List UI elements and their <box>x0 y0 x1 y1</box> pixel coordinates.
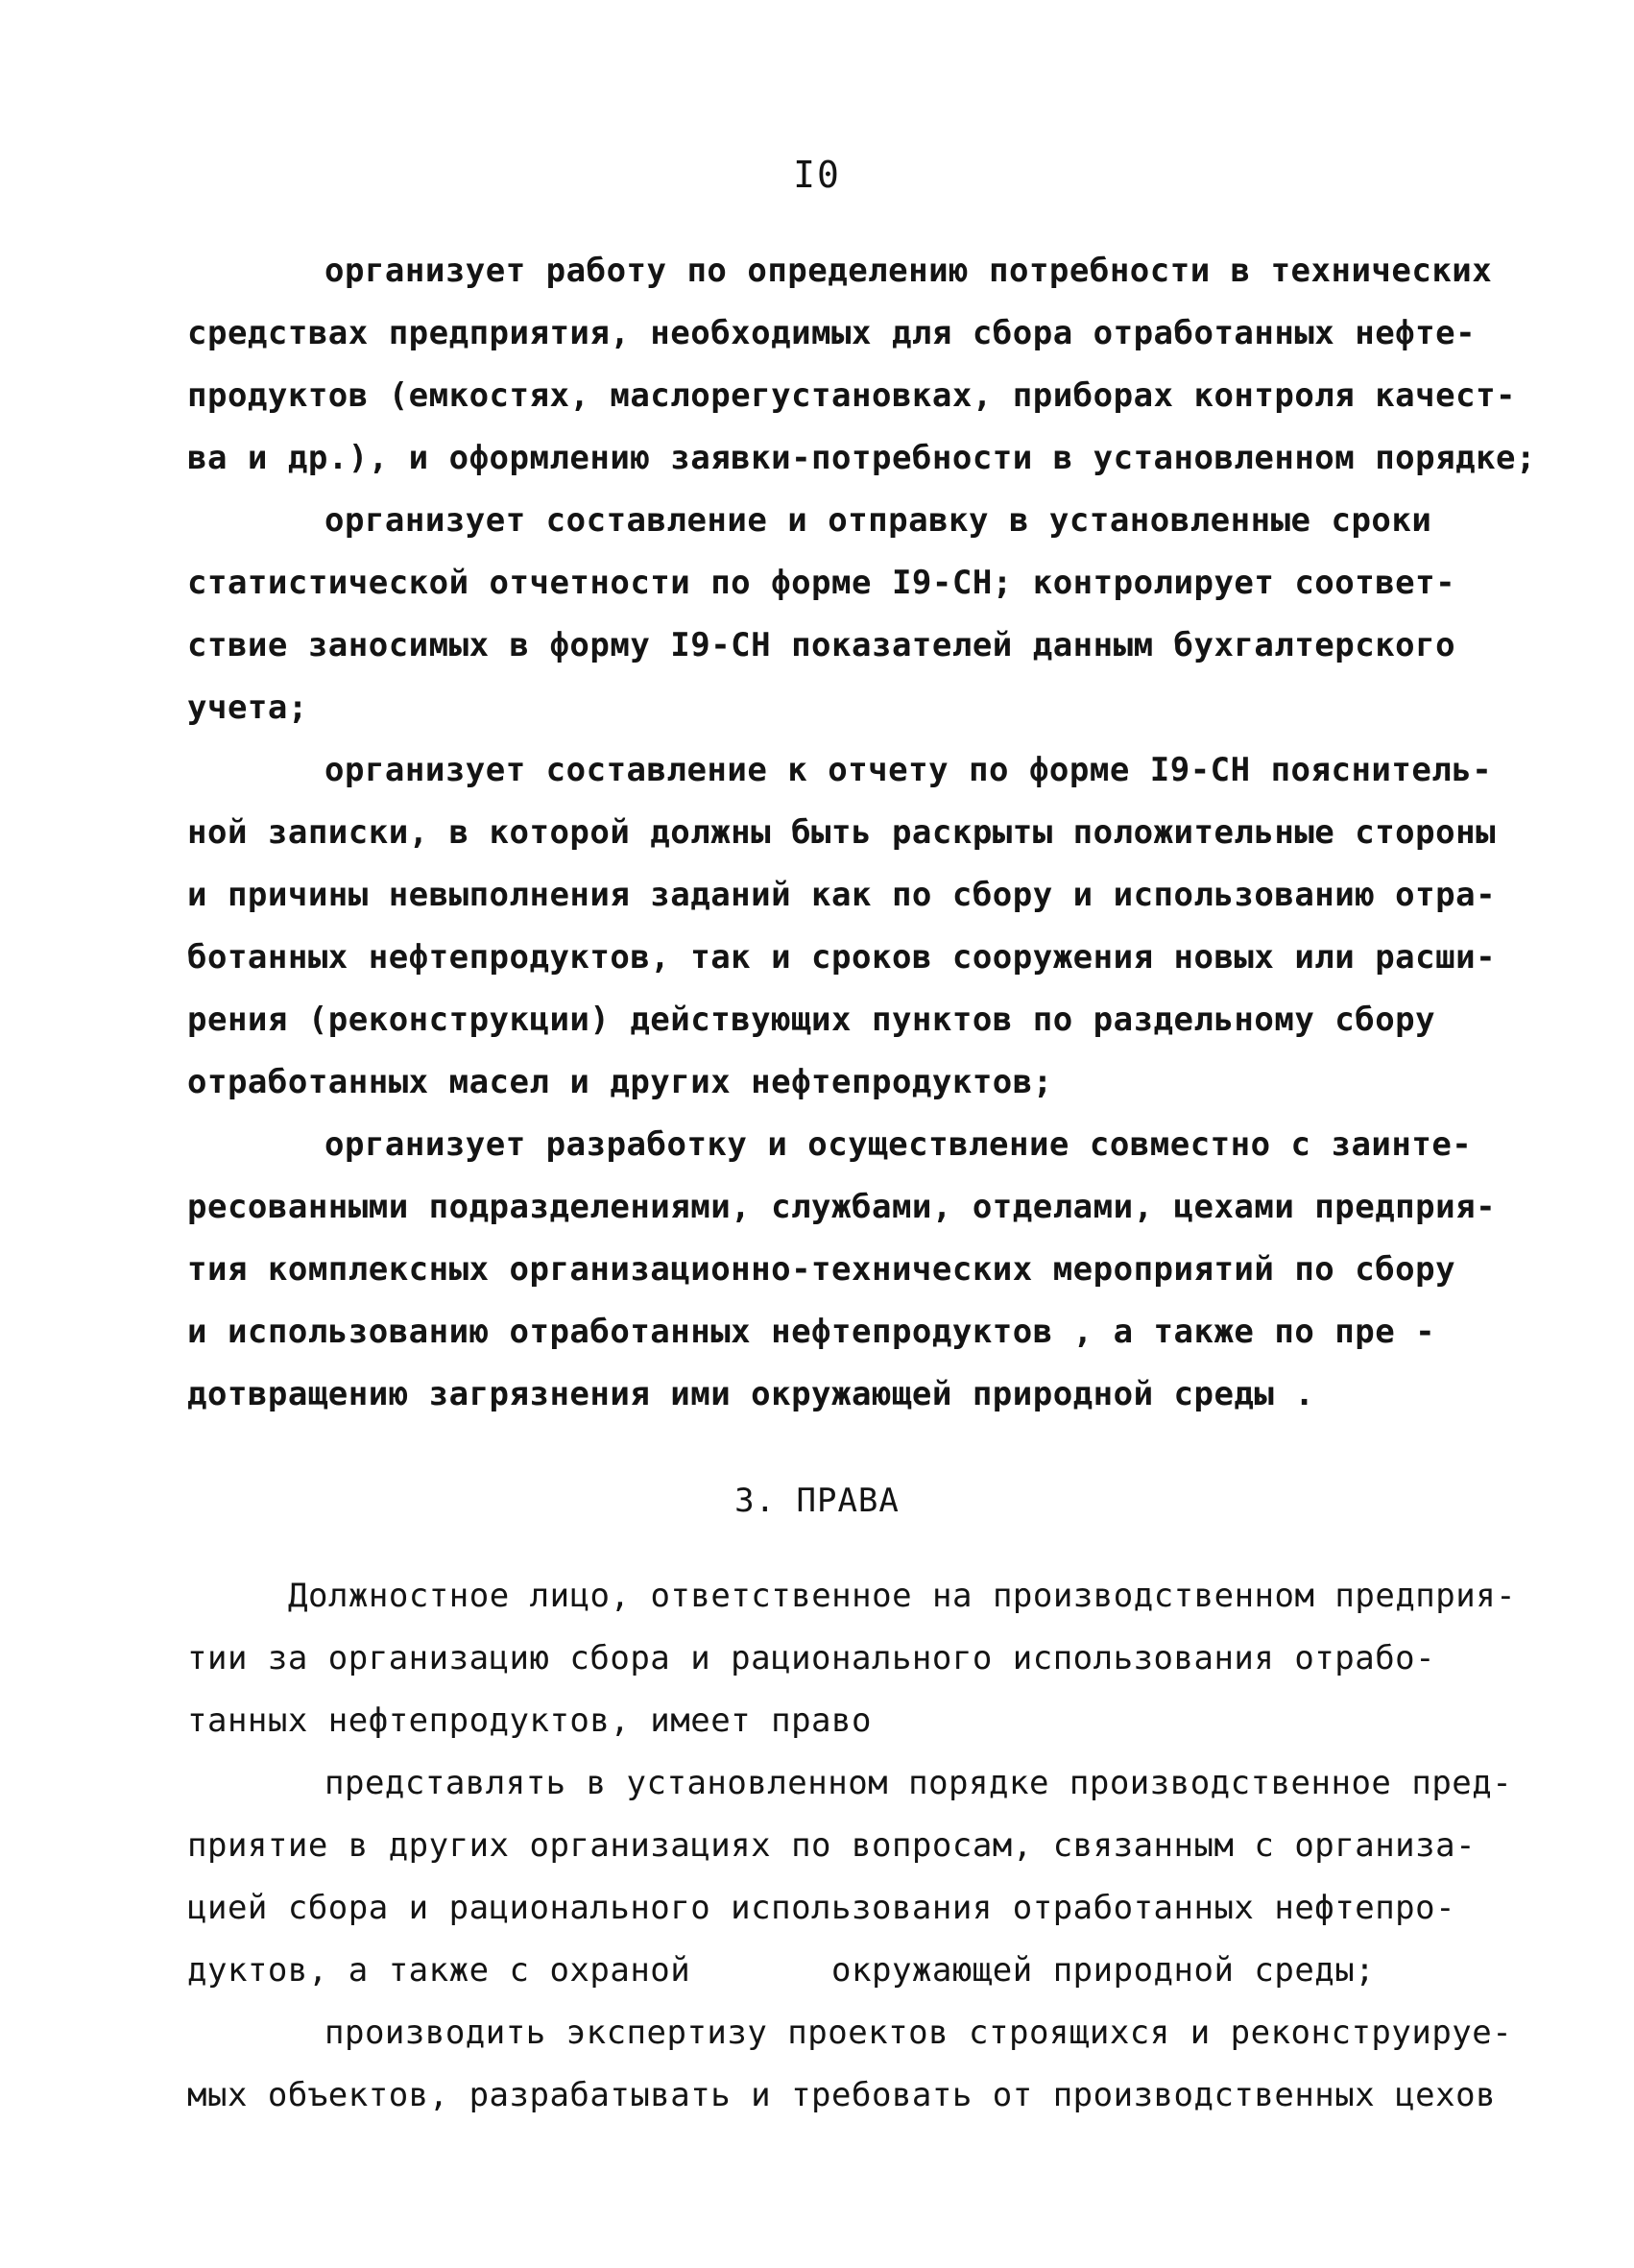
text-line: ботанных нефтепродуктов, так и сроков сооружения новых или расши- <box>187 938 1497 977</box>
text-line: и причины невыполнения заданий как по сбору и использованию отра- <box>187 876 1497 914</box>
text-line: учета; <box>187 688 308 727</box>
text-line: мых объектов, разрабатывать и требовать от производственных цехов <box>187 2076 1497 2114</box>
text-line: рения (реконструкции) действующих пунктов по раздельному сбору <box>187 1001 1436 1039</box>
text-line: ствие заносимых в форму I9-CH показателей данным бухгалтерского <box>187 626 1456 664</box>
text-line: цией сбора и рационального использования отработанных нефтепро- <box>187 1889 1456 1927</box>
text-line: танных нефтепродуктов, имеет право <box>187 1701 872 1740</box>
text-line: продуктов (емкостях, маслорегустановках, приборах контроля качест- <box>187 376 1517 415</box>
page-number: I0 <box>793 154 841 196</box>
text-line: представлять в установленном порядке производственное пред- <box>324 1764 1513 1802</box>
text-line: статистической отчетности по форме I9-CH; контролирует соответ- <box>187 564 1456 602</box>
text-line: организует составление и отправку в установленные сроки <box>324 501 1432 540</box>
text-line: отработанных масел и других нефтепродуктов; <box>187 1063 1053 1101</box>
text-line: производить экспертизу проектов строящихся и реконструируе- <box>324 2014 1513 2052</box>
text-line: организует составление к отчету по форме I9-CH пояснитель- <box>324 751 1493 789</box>
text-line: тии за организацию сбора и рационального использования отрабо- <box>187 1639 1436 1677</box>
text-line: и использованию отработанных нефтепродуктов , а также по пре - <box>187 1313 1436 1351</box>
text-line: средствах предприятия, необходимых для сбора отработанных нефте- <box>187 314 1477 352</box>
text-line: Должностное лицо, ответственное на производственном предприя- <box>288 1577 1517 1615</box>
text-line: дотвращению загрязнения ими окружающей природной среды . <box>187 1375 1315 1413</box>
text-line: ресованными подразделениями, службами, отделами, цехами предприя- <box>187 1188 1497 1226</box>
section-heading: 3. ПРАВА <box>734 1482 900 1520</box>
text-line: тия комплексных организационно-технических мероприятий по сбору <box>187 1250 1456 1289</box>
text-line: организует разработку и осуществление совместно с заинте- <box>324 1125 1473 1164</box>
text-line: дуктов, а также с охраной окружающей природной среды; <box>187 1951 1376 1990</box>
text-line: ва и др.), и оформлению заявки-потребности в установленном порядке; <box>187 439 1536 477</box>
text-line: организует работу по определению потребности в технических <box>324 252 1493 290</box>
text-line: ной записки, в которой должны быть раскрыты положительные стороны <box>187 813 1497 852</box>
text-line: приятие в других организациях по вопросам, связанным с организа- <box>187 1826 1477 1865</box>
